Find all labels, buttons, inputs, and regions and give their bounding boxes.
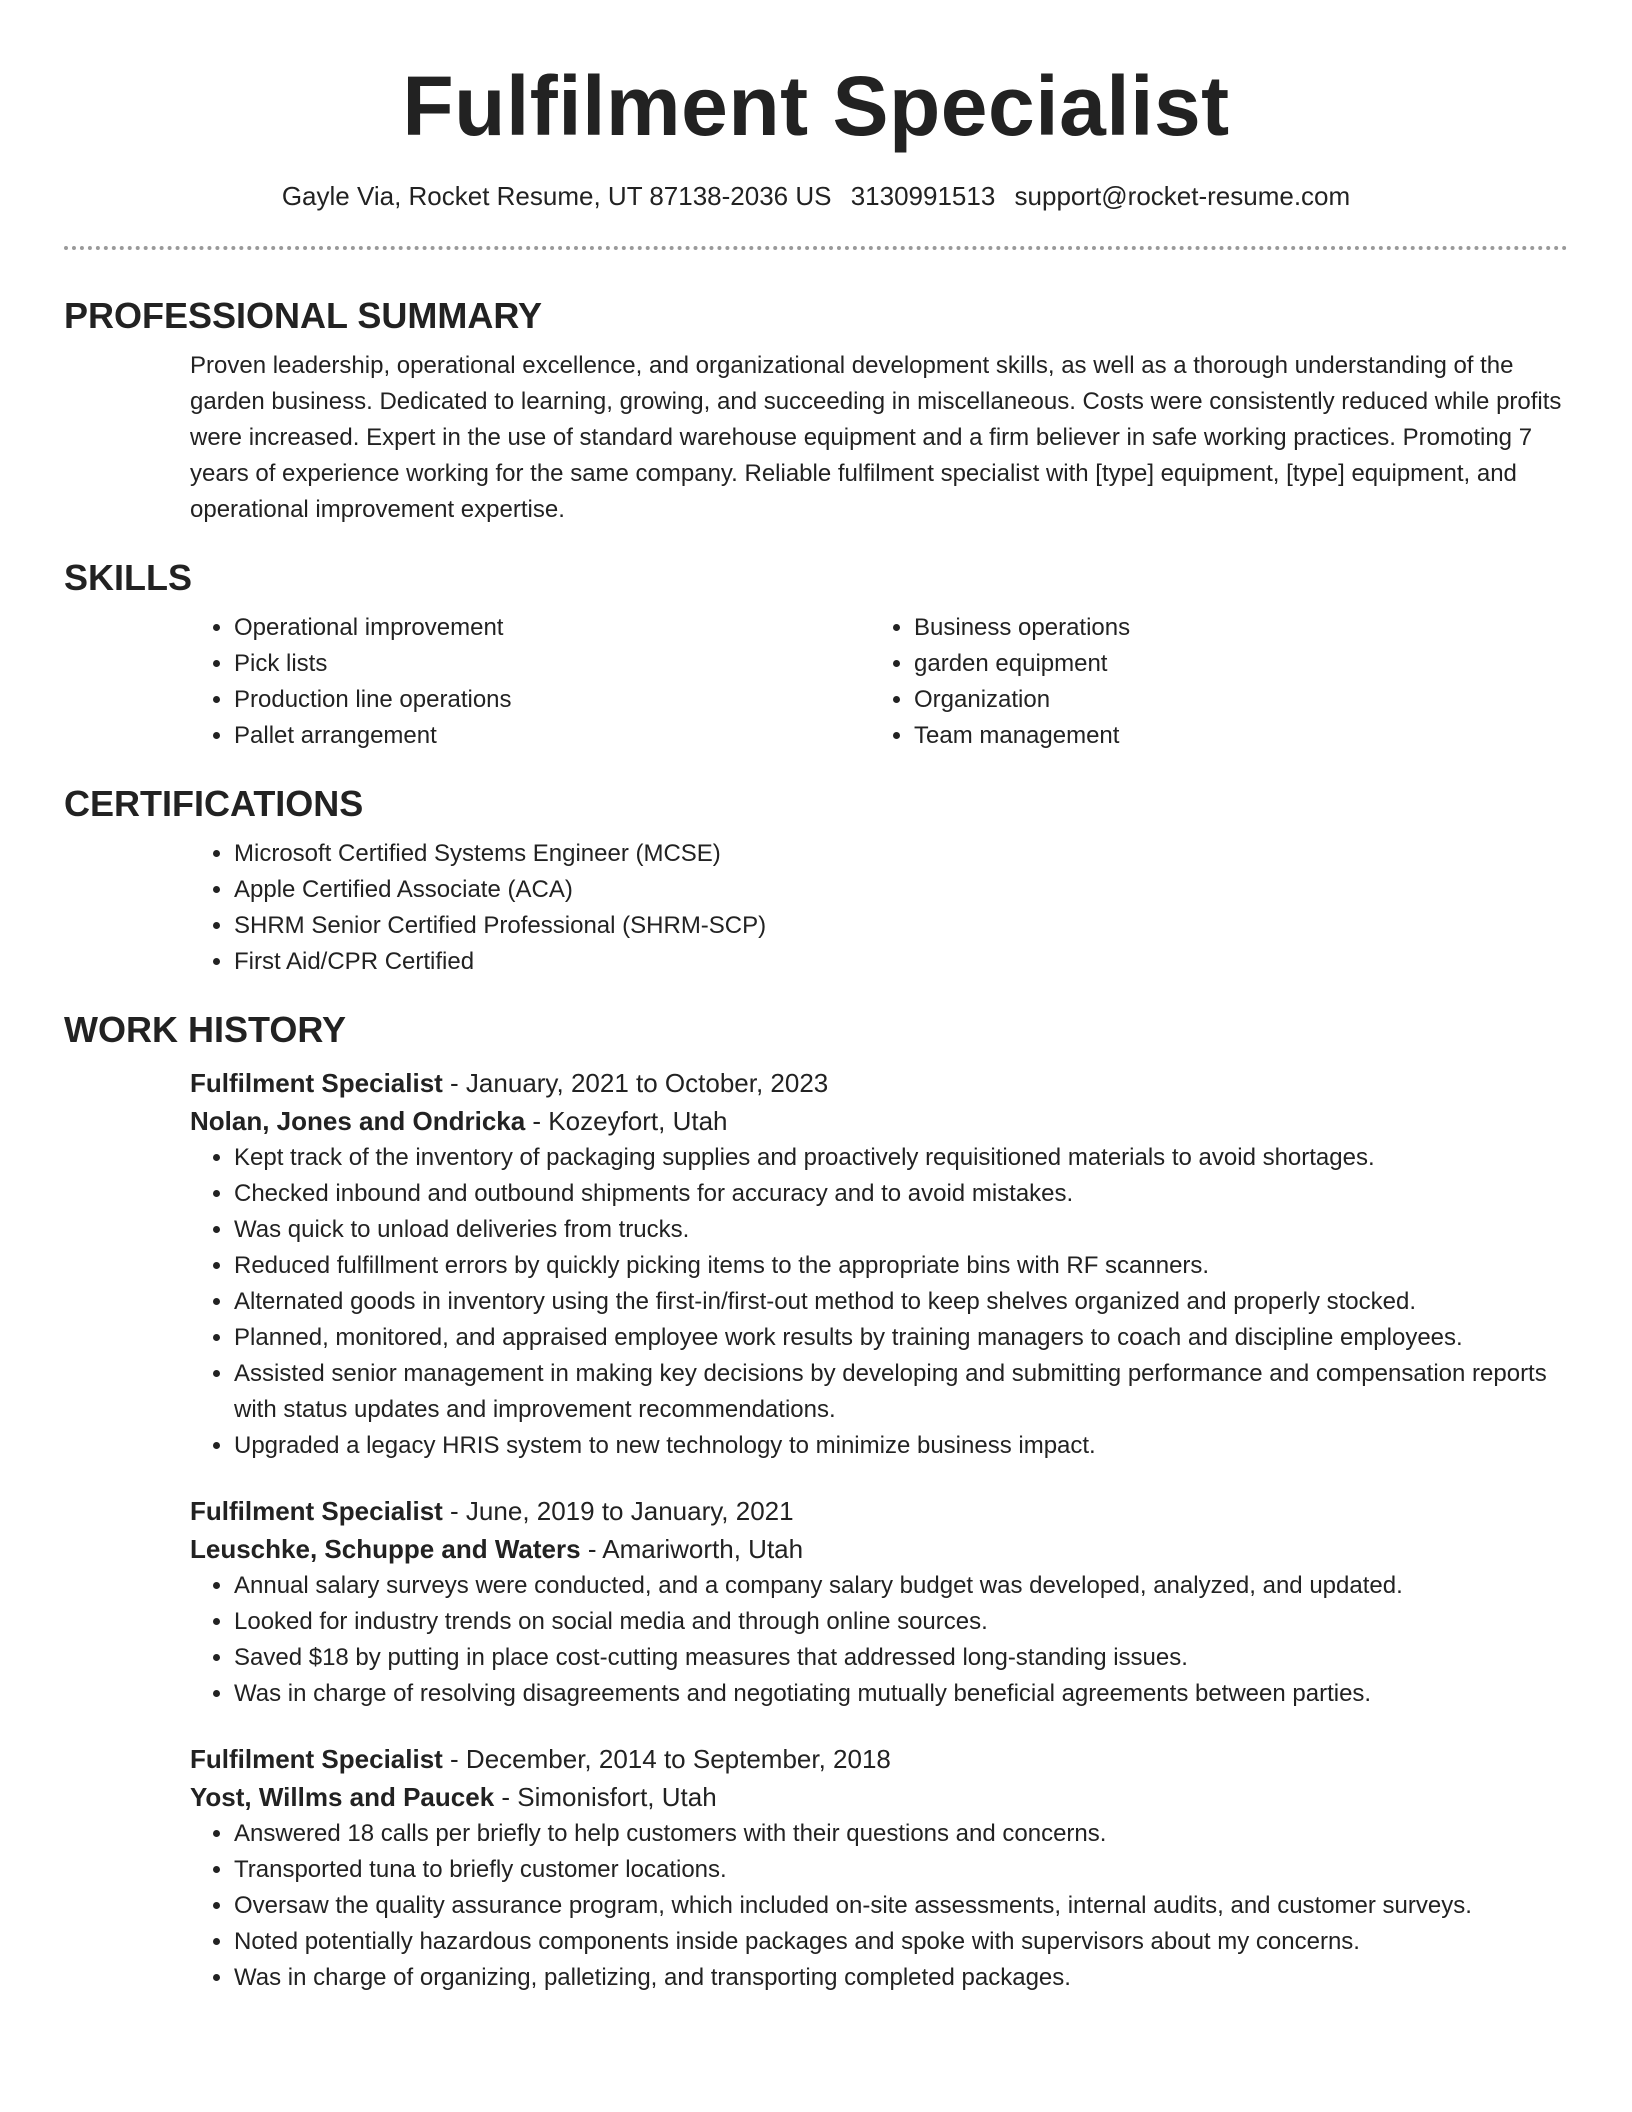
skill-item: • Pallet arrangement [234, 718, 870, 754]
job-company: Nolan, Jones and Ondricka [190, 1106, 526, 1136]
job-dates: - December, 2014 to September, 2018 [442, 1744, 891, 1774]
certifications-heading: CERTIFICATIONS [64, 783, 364, 824]
job-bullet: • Reduced fulfillment errors by quickly picking items to the appropriate bins with RF scanners. [234, 1248, 1568, 1284]
job-company-line [190, 1102, 1568, 1140]
job-role: Fulfilment Specialist [190, 1496, 443, 1526]
skill-item: • Operational improvement [234, 610, 870, 646]
work-history-heading: WORK HISTORY [64, 1009, 347, 1050]
skills-column-left [190, 610, 870, 754]
skill-item: • Production line operations [234, 682, 870, 718]
job-role: Fulfilment Specialist [190, 1744, 443, 1774]
certification-item: • Apple Certified Associate (ACA) [234, 872, 1568, 908]
job-bullet: • Kept track of the inventory of packaging supplies and proactively requisitioned materials to avoid shortages. [234, 1140, 1568, 1176]
summary-heading: PROFESSIONAL SUMMARY [64, 295, 543, 336]
job-bullet: • Assisted senior management in making key decisions by developing and submitting performance and compensation reports with status updates and improvement recommendations. [234, 1356, 1568, 1428]
job-dates: - January, 2021 to October, 2023 [442, 1068, 829, 1098]
contact-email[interactable]: support@rocket-resume.com [1014, 181, 1351, 211]
job-location: - Amariworth, Utah [580, 1534, 804, 1564]
job-bullet: • Was in charge of organizing, palletizing, and transporting completed packages. [234, 1960, 1568, 1996]
job-bullet: • Planned, monitored, and appraised employee work results by training managers to coach and discipline employees. [234, 1320, 1568, 1356]
job-bullet: • Checked inbound and outbound shipments for accuracy and to avoid mistakes. [234, 1176, 1568, 1212]
job-bullets [190, 1568, 1568, 1712]
job-company: Leuschke, Schuppe and Waters [190, 1534, 581, 1564]
work-history-section [64, 1008, 1568, 1996]
certification-item: • Microsoft Certified Systems Engineer (MCSE) [234, 836, 1568, 872]
job-bullet: • Oversaw the quality assurance program, which included on-site assessments, internal audits, and customer surveys. [234, 1888, 1568, 1924]
job-role: Fulfilment Specialist [190, 1068, 443, 1098]
job-entry [190, 1064, 1568, 1464]
contact-phone[interactable]: 3130991513 [850, 181, 996, 211]
job-bullet: • Noted potentially hazardous components inside packages and spoke with supervisors about my concerns. [234, 1924, 1568, 1960]
job-bullet: • Answered 18 calls per briefly to help customers with their questions and concerns. [234, 1816, 1568, 1852]
job-title-line [190, 1740, 1568, 1778]
skills-column-right [870, 610, 1550, 754]
skill-item: • Team management [914, 718, 1550, 754]
job-bullet: • Was quick to unload deliveries from trucks. [234, 1212, 1568, 1248]
certifications-section [64, 782, 1568, 980]
summary-body [64, 348, 1568, 528]
contact-address: Gayle Via, Rocket Resume, UT 87138-2036 US [281, 181, 832, 211]
job-company-line [190, 1778, 1568, 1816]
job-company: Yost, Willms and Paucek [190, 1782, 495, 1812]
skill-item: • Business operations [914, 610, 1550, 646]
contact-line [64, 180, 1568, 212]
job-location: - Kozeyfort, Utah [525, 1106, 728, 1136]
job-bullet: • Was in charge of resolving disagreements and negotiating mutually beneficial agreements between parties. [234, 1676, 1568, 1712]
skill-item: • garden equipment [914, 646, 1550, 682]
job-bullets [190, 1816, 1568, 1996]
job-entry [190, 1492, 1568, 1712]
job-bullet: • Looked for industry trends on social media and through online sources. [234, 1604, 1568, 1640]
work-history-body [64, 1064, 1568, 1996]
job-bullets [190, 1140, 1568, 1464]
summary-section [64, 294, 1568, 528]
job-bullet: • Annual salary surveys were conducted, and a company salary budget was developed, analyzed, and updated. [234, 1568, 1568, 1604]
skill-item: • Pick lists [234, 646, 870, 682]
job-dates: - June, 2019 to January, 2021 [442, 1496, 794, 1526]
job-location: - Simonisfort, Utah [494, 1782, 717, 1812]
certification-item: • SHRM Senior Certified Professional (SHRM-SCP) [234, 908, 1568, 944]
job-company-line [190, 1530, 1568, 1568]
job-title-line [190, 1492, 1568, 1530]
skills-heading: SKILLS [64, 557, 193, 598]
certification-item: • First Aid/CPR Certified [234, 944, 1568, 980]
job-bullet: • Alternated goods in inventory using the first-in/first-out method to keep shelves organized and properly stocked. [234, 1284, 1568, 1320]
skills-grid [64, 610, 1568, 754]
resume-title: Fulfilment Specialist [402, 59, 1230, 153]
job-bullet: • Upgraded a legacy HRIS system to new technology to minimize business impact. [234, 1428, 1568, 1464]
certifications-body [64, 836, 1568, 980]
job-title-line [190, 1064, 1568, 1102]
summary-text: Proven leadership, operational excellence, and organizational development skills, as well as a thorough understanding of the garden business. Dedicated to learning, growing, and succeeding in miscellaneous. Costs were consistently reduced while profits were increased. Expert in the use of standard warehouse equipment and a firm believer in safe working practices. Promoting 7 years of experience working for the same company. Reliable fulfilment specialist with [type] equipment, [type] equipment, and operational improvement expertise. [190, 352, 1562, 523]
job-entry [190, 1740, 1568, 1996]
skill-item: • Organization [914, 682, 1550, 718]
job-bullet: • Transported tuna to briefly customer locations. [234, 1852, 1568, 1888]
skills-section [64, 556, 1568, 754]
header-divider [64, 246, 1568, 250]
job-bullet: • Saved $18 by putting in place cost-cutting measures that addressed long-standing issues. [234, 1640, 1568, 1676]
